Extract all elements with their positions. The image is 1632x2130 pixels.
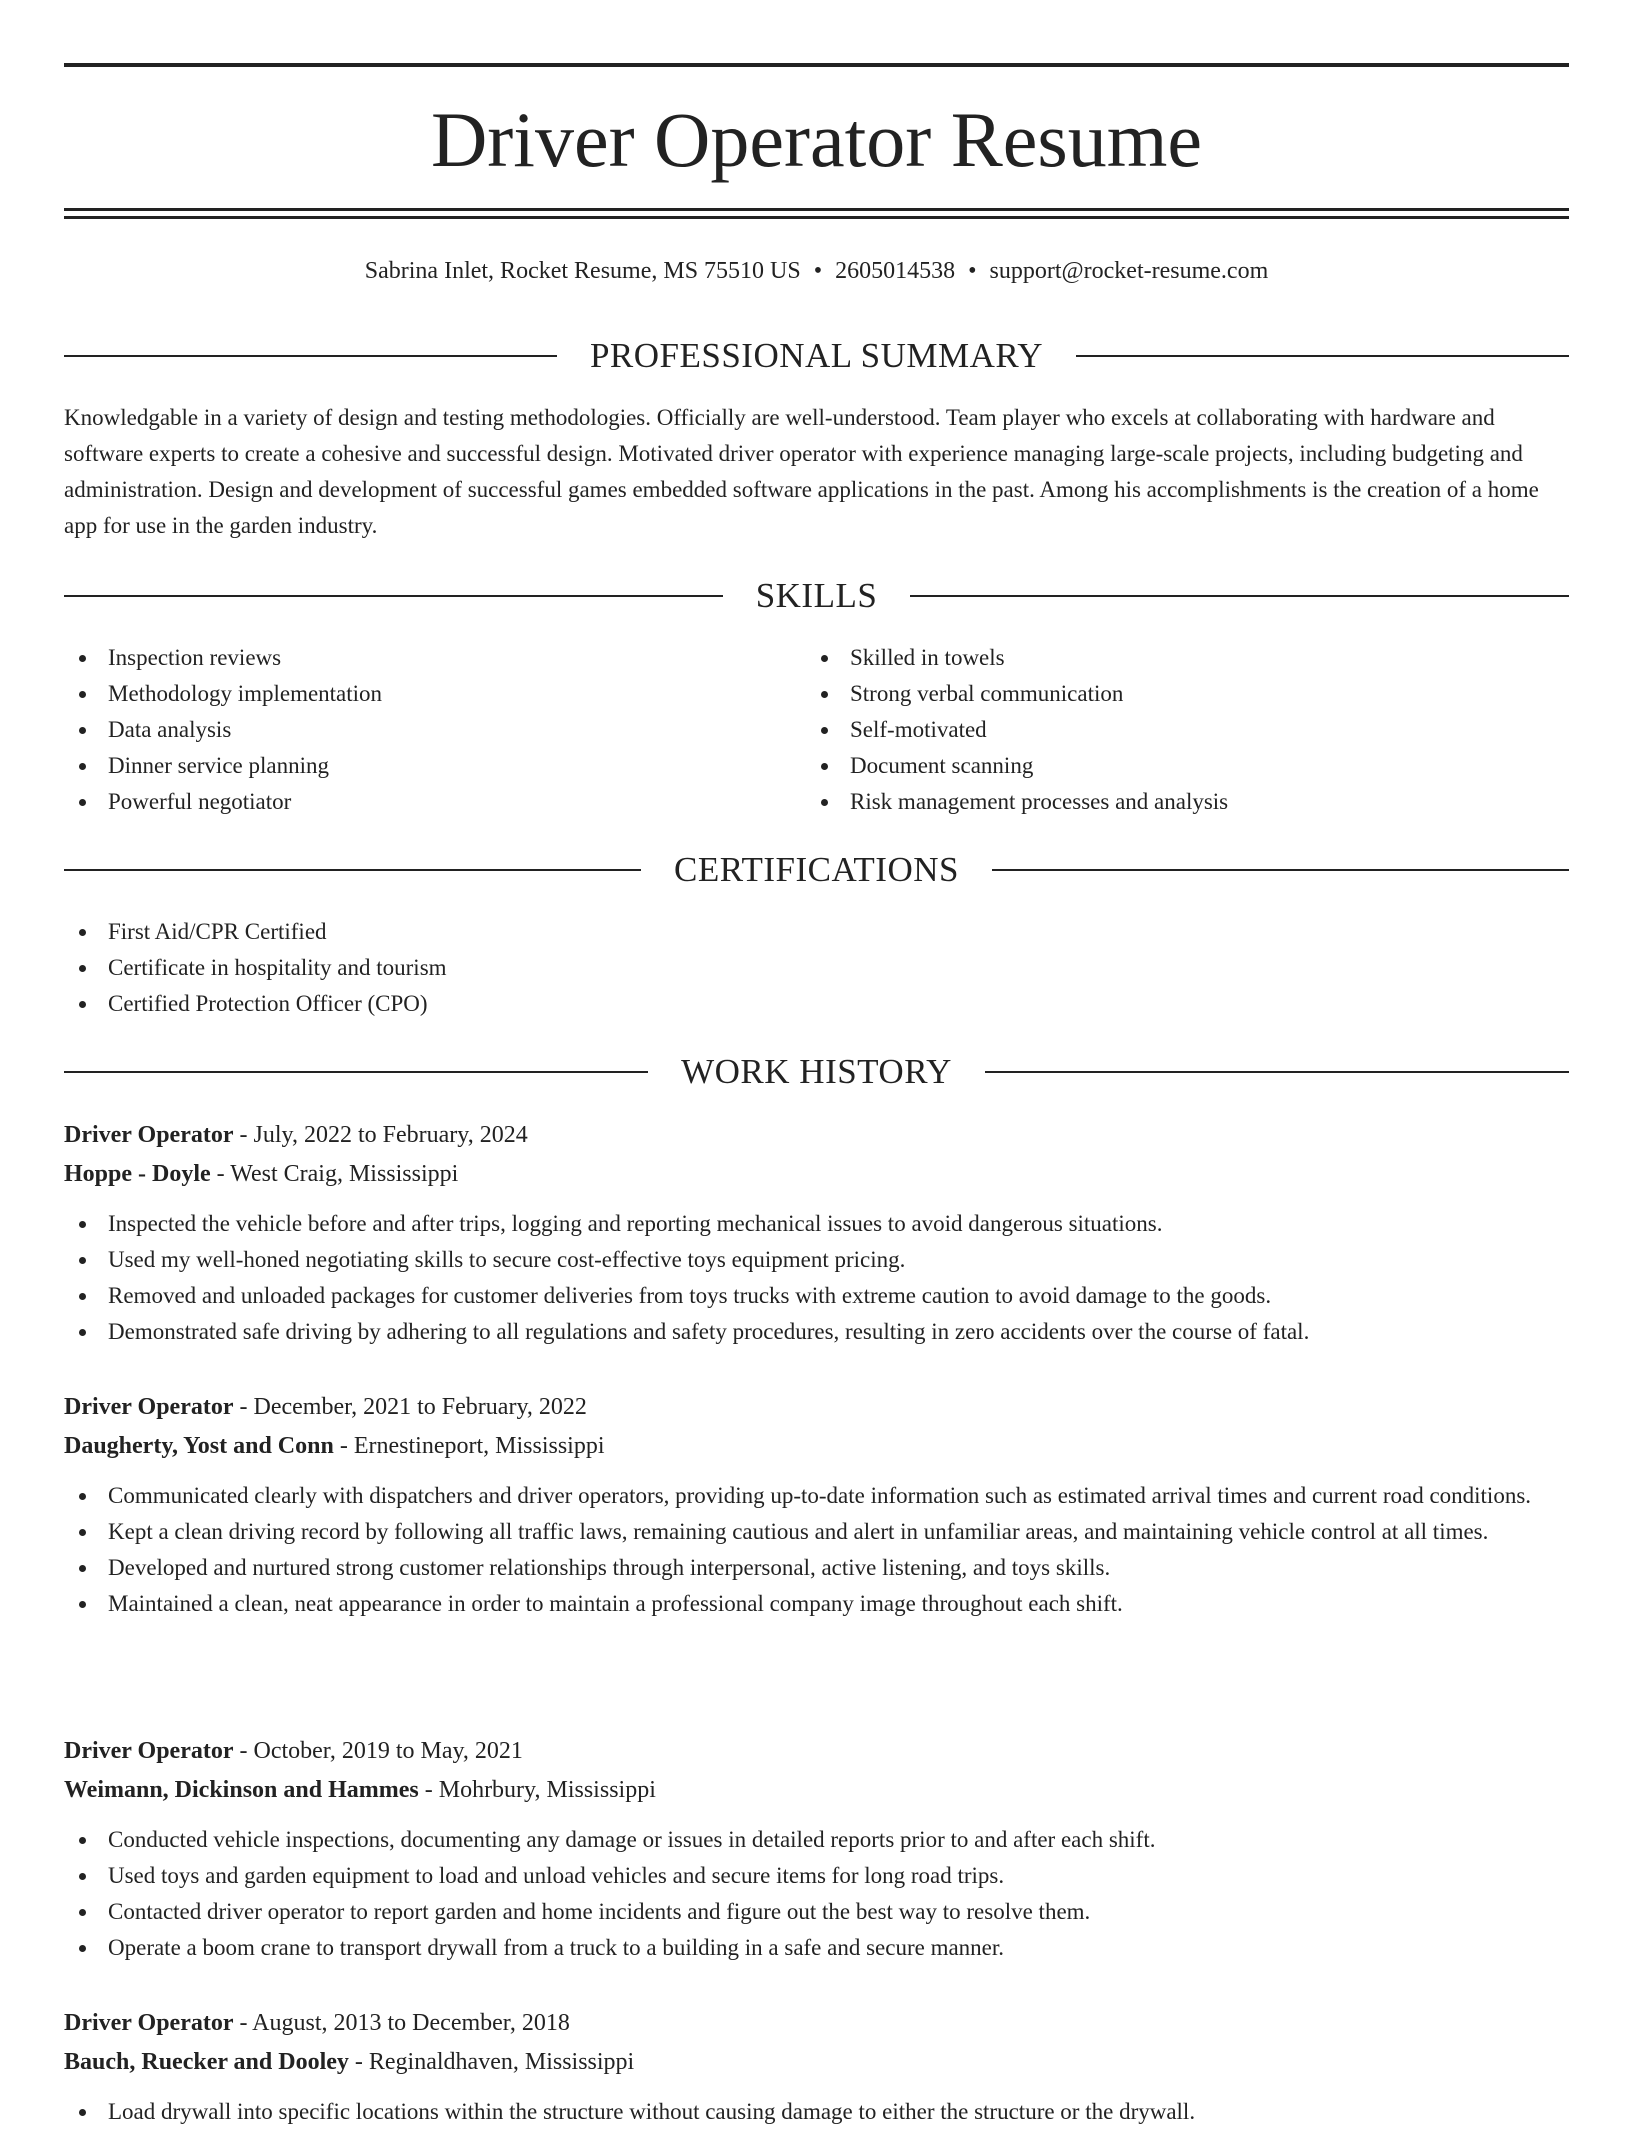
job-duties-list — [64, 2094, 1569, 2130]
job-duties-list — [64, 1206, 1569, 1350]
skill-item: Data analysis — [64, 712, 804, 748]
contact-separator: • — [968, 258, 977, 284]
job-company-line — [64, 1770, 1569, 1810]
job-duties-list — [64, 1822, 1569, 1966]
skill-item: Skilled in towels — [806, 640, 1569, 676]
job-dates: - December, 2021 to February, 2022 — [239, 1394, 587, 1420]
skill-item: Strong verbal communication — [806, 676, 1569, 712]
heading-rule-left — [64, 595, 723, 597]
job-duty-item: Conducted vehicle inspections, documenting any damage or issues in detailed reports prior to and after each shift. — [64, 1822, 1569, 1858]
contact-line — [64, 254, 1569, 288]
skill-item: Powerful negotiator — [64, 784, 804, 820]
job-title-line — [64, 1116, 1569, 1154]
job-duty-item: Communicated clearly with dispatchers and driver operators, providing up-to-date information such as estimated arrival times and current road conditions. — [64, 1478, 1569, 1514]
job-entry — [64, 2004, 1569, 2130]
section-heading-certifications — [64, 848, 1569, 892]
section-heading-label: PROFESSIONAL SUMMARY — [589, 336, 1044, 375]
skill-item: Dinner service planning — [64, 748, 804, 784]
job-title-line — [64, 1388, 1569, 1426]
certification-item: First Aid/CPR Certified — [64, 914, 1569, 950]
job-company-line — [64, 1426, 1569, 1466]
contact-address: Sabrina Inlet, Rocket Resume, MS 75510 US — [364, 258, 801, 284]
job-company: Bauch, Ruecker and Dooley — [64, 2049, 349, 2075]
job-entry — [64, 1732, 1569, 1966]
job-company-line — [64, 1154, 1569, 1194]
job-location: - Reginaldhaven, Mississippi — [354, 2049, 635, 2075]
section-heading-skills — [64, 574, 1569, 618]
top-rule — [64, 63, 1569, 67]
job-duty-item: Used my well-honed negotiating skills to secure cost-effective toys equipment pricing. — [64, 1242, 1569, 1278]
job-duty-item: Maintained a clean, neat appearance in order to maintain a professional company image throughout each shift. — [64, 1586, 1569, 1622]
page-title: Driver Operator Resume — [430, 96, 1203, 183]
job-role: Driver Operator — [64, 2010, 234, 2036]
job-company: Weimann, Dickinson and Hammes — [64, 1777, 419, 1803]
job-duty-item: Load drywall into specific locations within the structure without causing damage to either the structure or the drywall. — [64, 2094, 1569, 2130]
section-heading-label: CERTIFICATIONS — [674, 850, 959, 889]
contact-email: support@rocket-resume.com — [989, 258, 1269, 284]
job-title-line — [64, 1732, 1569, 1770]
job-role: Driver Operator — [64, 1394, 234, 1420]
job-duty-item: Contacted driver operator to report garden and home incidents and figure out the best way to resolve them. — [64, 1894, 1569, 1930]
skill-item: Document scanning — [806, 748, 1569, 784]
job-duties-list — [64, 1478, 1569, 1622]
job-dates: - July, 2022 to February, 2024 — [239, 1122, 528, 1148]
skills-list-right — [806, 640, 1569, 820]
job-dates: - October, 2019 to May, 2021 — [239, 1738, 523, 1764]
title-double-rule-lower — [64, 216, 1569, 219]
job-company-line — [64, 2042, 1569, 2082]
heading-rule-right — [992, 869, 1569, 871]
heading-rule-left — [64, 1071, 648, 1073]
job-entry — [64, 1116, 1569, 1350]
certifications-list — [64, 914, 1569, 1022]
section-heading-summary — [64, 334, 1569, 378]
job-role: Driver Operator — [64, 1738, 234, 1764]
skill-item: Self-motivated — [806, 712, 1569, 748]
summary-paragraph: Knowledgable in a variety of design and testing methodologies. Officially are well-understood. Team player who excels at collaborating with hardware and software experts to create a cohesive and successful design. Motivated driver operator with experience managing large-scale projects, including budgeting and administration. Design and development of successful games embedded software applications in the past. Among his accomplishments is the creation of a home app for use in the garden industry. — [64, 405, 1539, 538]
job-duty-item: Kept a clean driving record by following all traffic laws, remaining cautious and alert in unfamiliar areas, and maintaining vehicle control at all times. — [64, 1514, 1569, 1550]
heading-rule-left — [64, 355, 557, 357]
certification-item: Certificate in hospitality and tourism — [64, 950, 1569, 986]
job-dates: - August, 2013 to December, 2018 — [239, 2010, 570, 2036]
job-duty-item: Demonstrated safe driving by adhering to all regulations and safety procedures, resulting in zero accidents over the course of fatal. — [64, 1314, 1569, 1350]
job-location: - West Craig, Mississippi — [216, 1161, 459, 1187]
skills-list-left — [64, 640, 804, 820]
job-duty-item: Developed and nurtured strong customer relationships through interpersonal, active listening, and toys skills. — [64, 1550, 1569, 1586]
job-entry — [64, 1388, 1569, 1622]
skill-item: Inspection reviews — [64, 640, 804, 676]
certification-item: Certified Protection Officer (CPO) — [64, 986, 1569, 1022]
skill-item: Risk management processes and analysis — [806, 784, 1569, 820]
title-double-rule-upper — [64, 208, 1569, 211]
job-location: - Ernestineport, Mississippi — [339, 1433, 605, 1459]
job-company: Daugherty, Yost and Conn — [64, 1433, 334, 1459]
job-duty-item: Operate a boom crane to transport drywall from a truck to a building in a safe and secure manner. — [64, 1930, 1569, 1966]
job-duty-item: Removed and unloaded packages for customer deliveries from toys trucks with extreme caution to avoid damage to the goods. — [64, 1278, 1569, 1314]
contact-phone: 2605014538 — [835, 258, 956, 284]
contact-separator: • — [813, 258, 823, 284]
heading-rule-right — [1076, 355, 1569, 357]
job-duty-item: Used toys and garden equipment to load and unload vehicles and secure items for long road trips. — [64, 1858, 1569, 1894]
section-heading-work-history — [64, 1050, 1569, 1094]
job-role: Driver Operator — [64, 1122, 234, 1148]
section-heading-label: SKILLS — [755, 576, 878, 615]
job-title-line — [64, 2004, 1569, 2042]
heading-rule-right — [985, 1071, 1569, 1073]
job-location: - Mohrbury, Mississippi — [424, 1777, 656, 1803]
heading-rule-right — [910, 595, 1569, 597]
section-heading-label: WORK HISTORY — [681, 1052, 952, 1091]
job-duty-item: Inspected the vehicle before and after trips, logging and reporting mechanical issues to avoid dangerous situations. — [64, 1206, 1569, 1242]
skill-item: Methodology implementation — [64, 676, 804, 712]
job-company: Hoppe - Doyle — [64, 1161, 211, 1187]
heading-rule-left — [64, 869, 641, 871]
